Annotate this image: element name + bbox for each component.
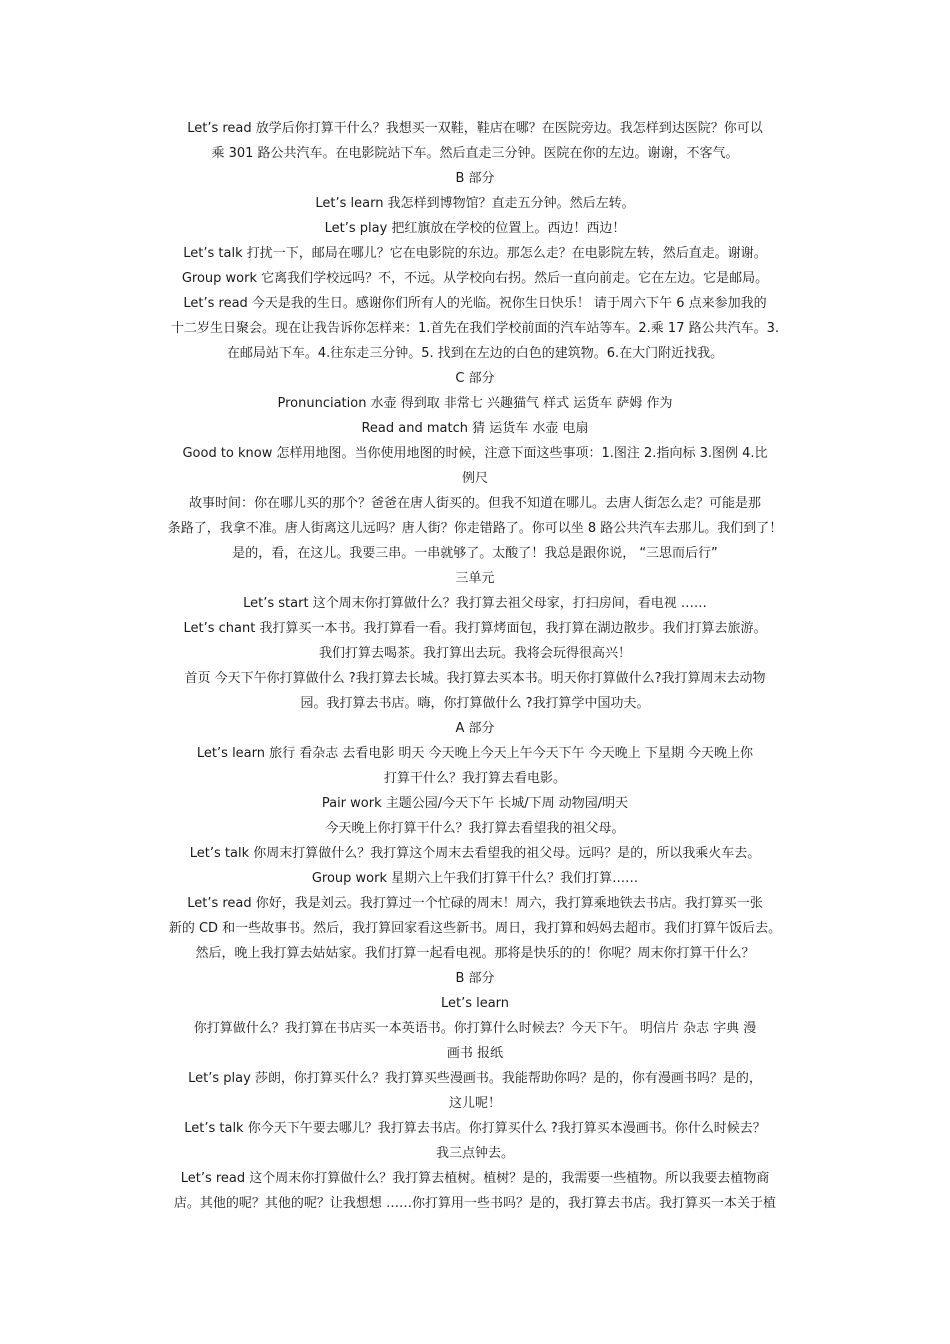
text-line: Let’s read 你好，我是刘云。我打算过一个忙碌的周末！周六，我打算乘地铁去书店。我打算买一张	[187, 896, 763, 911]
text-line: 乘 301 路公共汽车。在电影院站下车。然后直走三分钟。医院在你的左边。谢谢，不客气。	[211, 146, 739, 161]
text-line: Let’s talk 你周末打算做什么？我打算这个周末去看望我的祖父母。远吗？是的，所以我乘火车去。	[189, 846, 761, 861]
text-line: Group work 星期六上午我们打算干什么？我们打算……	[311, 871, 639, 886]
text-line: Let’s play 把红旗放在学校的位置上。西边！西边！	[324, 221, 626, 236]
text-line: 你打算做什么？我打算在书店买一本英语书。你打算什么时候去？今天下午。 明信片 杂志 字典 漫	[193, 1021, 757, 1036]
text-line: Let’s learn 我怎样到博物馆？直走五分钟。然后左转。	[315, 196, 635, 211]
text-line: 今天晚上你打算干什么？我打算去看望我的祖父母。	[325, 821, 625, 836]
text-line: 我三点钟去。	[435, 1146, 514, 1161]
text-line: 店。其他的呢？其他的呢？让我想想 ……你打算用一些书吗？是的，我打算去书店。我打算买一本关于植	[173, 1196, 777, 1211]
text-line: Let’s talk 打扰一下，邮局在哪儿？它在电影院的东边。那怎么走？在电影院左转，然后直走。谢谢。	[183, 246, 767, 261]
document-page	[140, 116, 810, 1216]
text-line: 然后，晚上我打算去姑姑家。我们打算一起看电视。那将是快乐的的！你呢？周末你打算干什么？	[195, 946, 755, 961]
text-line: 画书 报纸	[446, 1046, 504, 1061]
text-line: 打算干什么？我打算去看电影。	[383, 771, 566, 786]
section-heading: C 部分	[455, 371, 495, 386]
text-line: Let’s play 莎朗，你打算买什么？我打算买些漫画书。我能帮助你吗？是的，你有漫画书吗？是的，	[188, 1071, 762, 1086]
text-line: Let’s chant 我打算买一本书。我打算看一看。我打算烤面包，我打算在湖边散步。我们打算去旅游。	[183, 621, 767, 636]
text-line: Pronunciation 水壶 得到取 非常七 兴趣猫气 样式 运货车 萨姆 作为	[277, 396, 673, 411]
text-line: 是的，看，在这儿。我要三串。一串就够了。太酸了！我总是跟你说， “三思而后行”	[232, 546, 718, 561]
text-line: 故事时间：你在哪儿买的那个？爸爸在唐人街买的。但我不知道在哪儿。去唐人街怎么走？可能是那	[188, 496, 761, 511]
text-line: Group work 它离我们学校远吗？不，不远。从学校向右拐。然后一直向前走。它在左边。它是邮局。	[181, 271, 769, 286]
section-heading: B 部分	[455, 171, 495, 186]
text-line: 条路了，我拿不准。唐人街离这儿远吗？唐人街？你走错路了。你可以坐 8 路公共汽车去那儿。我们到了！	[167, 521, 783, 536]
text-line: 在邮局站下车。4.往东走三分钟。5. 找到在左边的白色的建筑物。6.在大门附近找我。	[226, 346, 724, 361]
text-line: Let’s read 放学后你打算干什么？我想买一双鞋，鞋店在哪？在医院旁边。我怎样到达医院？你可以	[187, 121, 763, 136]
text-line: Let’s talk 你今天下午要去哪儿？我打算去书店。你打算买什么 ?我打算买本漫画书。你什么时候去？	[184, 1121, 766, 1136]
text-line: 十二岁生日聚会。现在让我告诉你怎样来：1.首先在我们学校前面的汽车站等车。2.乘 17 路公共汽车。3.	[170, 321, 780, 336]
text-line: 例尺	[461, 471, 488, 486]
text-line: Let’s learn 旅行 看杂志 去看电影 明天 今天晚上今天上午今天下午 今天晚上 下星期 今天晚上你	[196, 746, 754, 761]
text-line: 新的 CD 和一些故事书。然后，我打算回家看这些新书。周日，我打算和妈妈去超市。我们打算午饭后去。	[168, 921, 782, 936]
section-heading: B 部分	[455, 971, 495, 986]
text-line: 这儿呢！	[448, 1096, 501, 1111]
text-line: Read and match 猜 运货车 水壶 电扇	[361, 421, 589, 436]
text-line: Let’s read 这个周末你打算做什么？我打算去植树。植树？是的，我需要一些植物。所以我要去植物商	[180, 1171, 770, 1186]
text-line: 园。我打算去书店。嗨，你打算做什么 ?我打算学中国功夫。	[300, 696, 650, 711]
section-heading: 三单元	[455, 571, 495, 586]
text-line: Let’s start 这个周末你打算做什么？我打算去祖父母家，打扫房间，看电视 ……	[243, 596, 707, 611]
text-line: Good to know 怎样用地图。当你使用地图的时候，注意下面这些事项：1.图注 2.指向标 3.图例 4.比	[182, 446, 768, 461]
text-line: Pair work 主题公园/今天下午 长城/下周 动物园/明天	[321, 796, 629, 811]
section-heading: A 部分	[455, 721, 495, 736]
text-line: 我们打算去喝茶。我打算出去玩。我将会玩得很高兴！	[318, 646, 631, 661]
text-line: Let’s learn	[440, 996, 510, 1011]
text-line: Let’s read 今天是我的生日。感谢你们所有人的光临。祝你生日快乐！ 请于周六下午 6 点来参加我的	[183, 296, 767, 311]
text-line: 首页 今天下午你打算做什么 ?我打算去长城。我打算去买本书。明天你打算做什么?我打算周末去动物	[184, 671, 766, 686]
